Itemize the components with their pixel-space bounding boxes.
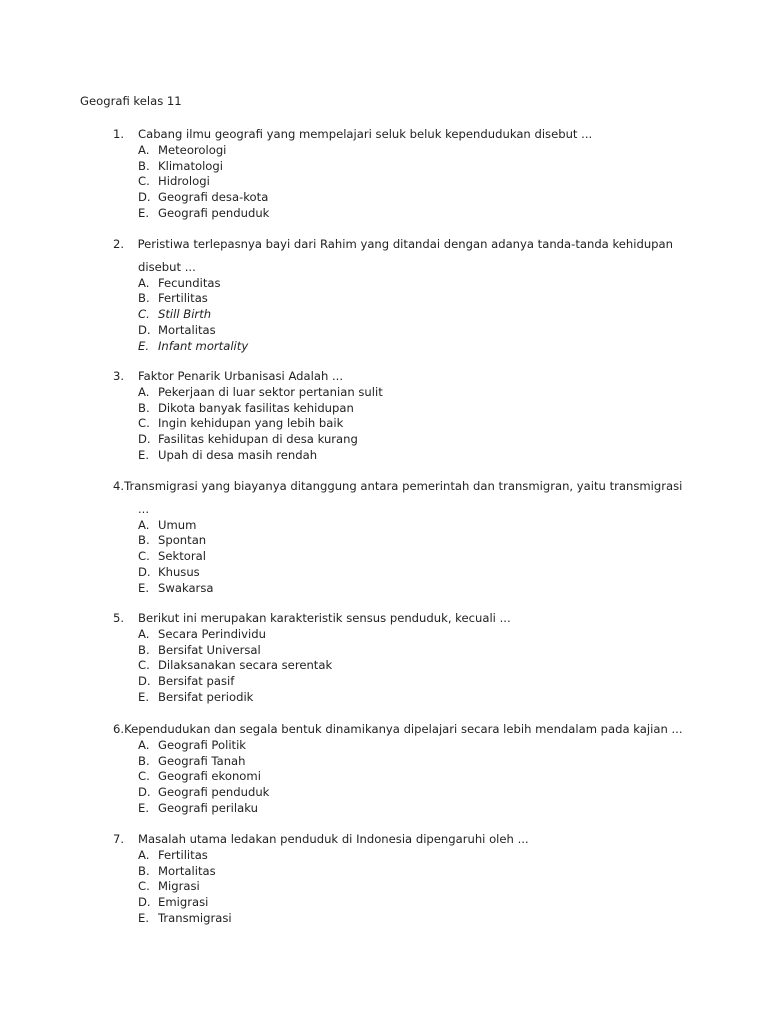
answer-option — [113, 416, 673, 432]
question-text: Peristiwa terlepasnya bayi dari Rahim yang ditandai dengan adanya tanda-tanda kehidupan — [137, 237, 673, 251]
option-text: Geografi Tanah — [158, 753, 246, 768]
option-letter: D. — [138, 564, 151, 579]
option-text: Geografi penduduk — [158, 205, 270, 220]
option-letter: A. — [138, 517, 150, 532]
question-stem — [113, 611, 673, 627]
answer-option — [113, 307, 673, 323]
option-text: Sektoral — [158, 549, 206, 564]
option-text: Bersifat periodik — [158, 689, 254, 704]
option-text: Upah di desa masih rendah — [158, 447, 318, 462]
option-letter: E. — [138, 800, 150, 815]
option-text: Klimatologi — [158, 158, 223, 173]
question-text: Cabang ilmu geografi yang mempelajari seluk beluk kependudukan disebut ... — [138, 127, 593, 141]
option-letter: C. — [138, 658, 150, 673]
answer-option — [113, 518, 673, 534]
question-6 — [113, 722, 683, 817]
option-letter: A. — [138, 626, 150, 641]
answer-option — [113, 174, 673, 190]
option-text: Geografi desa-kota — [158, 190, 269, 205]
question-text-continued: disebut ... — [138, 259, 196, 274]
question-text-continued: ... — [138, 501, 150, 516]
answer-option — [113, 565, 673, 581]
option-text: Meteorologi — [158, 142, 227, 157]
option-text: Dilaksanakan secara serentak — [158, 658, 333, 673]
question-1 — [113, 127, 673, 222]
question-stem — [113, 832, 673, 848]
option-text: Infant mortality — [158, 338, 249, 353]
answer-option — [113, 323, 673, 339]
answer-option — [113, 785, 673, 801]
option-letter: A. — [138, 142, 150, 157]
option-letter: A. — [138, 737, 150, 752]
option-letter: E. — [138, 205, 150, 220]
option-letter: C. — [138, 549, 150, 564]
answer-option — [113, 643, 673, 659]
option-text: Pekerjaan di luar sektor pertanian sulit — [158, 384, 383, 399]
option-text: Geografi ekonomi — [158, 769, 261, 784]
document-title: Geografi kelas 11 — [80, 94, 182, 108]
option-letter: D. — [138, 674, 151, 689]
answer-option — [113, 848, 673, 864]
option-text: Khusus — [158, 564, 200, 579]
option-text: Hidrologi — [158, 174, 210, 189]
option-letter: E. — [138, 338, 150, 353]
answer-option — [113, 159, 673, 175]
question-stem — [113, 127, 673, 143]
option-letter: E. — [138, 910, 150, 925]
option-text: Ingin kehidupan yang lebih baik — [158, 416, 344, 431]
answer-option — [113, 769, 673, 785]
answer-option — [113, 401, 673, 417]
question-text: Masalah utama ledakan penduduk di Indonesia dipengaruhi oleh ... — [138, 832, 529, 846]
option-text: Mortalitas — [158, 322, 216, 337]
option-letter: A. — [138, 275, 150, 290]
question-number: 6. — [113, 722, 125, 736]
answer-option — [113, 206, 673, 222]
option-text: Transmigrasi — [158, 910, 232, 925]
option-text: Still Birth — [158, 307, 212, 322]
question-stem — [113, 237, 673, 253]
option-letter: B. — [138, 158, 150, 173]
option-letter: A. — [138, 847, 150, 862]
answer-option — [113, 581, 673, 597]
answer-option — [113, 385, 673, 401]
answer-option — [113, 339, 673, 355]
option-letter: C. — [138, 879, 150, 894]
answer-option — [113, 291, 673, 307]
option-text: Emigrasi — [158, 895, 209, 910]
option-letter: C. — [138, 416, 150, 431]
answer-option — [113, 864, 673, 880]
option-text: Mortalitas — [158, 863, 216, 878]
option-letter: B. — [138, 863, 150, 878]
question-number: 2. — [113, 237, 125, 251]
question-number: 4. — [113, 479, 125, 493]
answer-option — [113, 911, 673, 927]
option-text: Spontan — [158, 533, 207, 548]
option-letter: D. — [138, 190, 151, 205]
answer-option — [113, 276, 673, 292]
answer-option — [113, 674, 673, 690]
answer-option — [113, 533, 673, 549]
option-text: Bersifat pasif — [158, 674, 235, 689]
option-letter: E. — [138, 689, 150, 704]
option-letter: C. — [138, 769, 150, 784]
question-3 — [113, 369, 673, 464]
option-text: Fertilitas — [158, 847, 208, 862]
option-letter: C. — [138, 307, 150, 322]
option-text: Secara Perindividu — [158, 626, 266, 641]
question-text: Kependudukan dan segala bentuk dinamikanya dipelajari secara lebih mendalam pada kajian ... — [124, 722, 683, 736]
answer-option — [113, 690, 673, 706]
option-text: Fasilitas kehidupan di desa kurang — [158, 432, 358, 447]
answer-option — [113, 448, 673, 464]
question-number: 3. — [113, 369, 125, 383]
option-text: Swakarsa — [158, 580, 214, 595]
question-2 — [113, 237, 673, 355]
question-5 — [113, 611, 673, 706]
option-letter: C. — [138, 174, 150, 189]
question-text: Transmigrasi yang biayanya ditanggung antara pemerintah dan transmigran, yaitu transmigrasi — [124, 479, 683, 493]
option-letter: E. — [138, 580, 150, 595]
option-letter: D. — [138, 895, 151, 910]
option-letter: D. — [138, 432, 151, 447]
answer-option — [113, 627, 673, 643]
question-number: 7. — [113, 832, 125, 846]
answer-option — [113, 879, 673, 895]
answer-option — [113, 895, 673, 911]
question-stem — [113, 369, 673, 385]
answer-option — [113, 658, 673, 674]
option-text: Bersifat Universal — [158, 642, 261, 657]
option-letter: B. — [138, 400, 150, 415]
option-text: Fertilitas — [158, 291, 208, 306]
question-number: 5. — [113, 611, 125, 625]
option-letter: D. — [138, 785, 151, 800]
option-letter: B. — [138, 642, 150, 657]
answer-option — [113, 432, 673, 448]
option-letter: D. — [138, 322, 151, 337]
question-4 — [113, 479, 683, 597]
option-text: Geografi perilaku — [158, 800, 258, 815]
question-number: 1. — [113, 127, 125, 141]
option-text: Geografi penduduk — [158, 785, 270, 800]
question-7 — [113, 832, 673, 927]
option-text: Umum — [158, 517, 197, 532]
option-letter: B. — [138, 753, 150, 768]
option-letter: B. — [138, 291, 150, 306]
answer-option — [113, 754, 673, 770]
option-text: Geografi Politik — [158, 737, 247, 752]
option-letter: B. — [138, 533, 150, 548]
option-text: Fecunditas — [158, 275, 221, 290]
answer-option — [113, 738, 673, 754]
option-text: Migrasi — [158, 879, 200, 894]
question-text: Berikut ini merupakan karakteristik sensus penduduk, kecuali ... — [138, 611, 511, 625]
question-text: Faktor Penarik Urbanisasi Adalah ... — [138, 369, 344, 383]
answer-option — [113, 801, 673, 817]
option-text: Dikota banyak fasilitas kehidupan — [158, 400, 354, 415]
question-stem — [113, 722, 683, 738]
option-letter: E. — [138, 447, 150, 462]
answer-option — [113, 143, 673, 159]
question-stem — [113, 479, 683, 495]
answer-option — [113, 549, 673, 565]
option-letter: A. — [138, 384, 150, 399]
answer-option — [113, 190, 673, 206]
